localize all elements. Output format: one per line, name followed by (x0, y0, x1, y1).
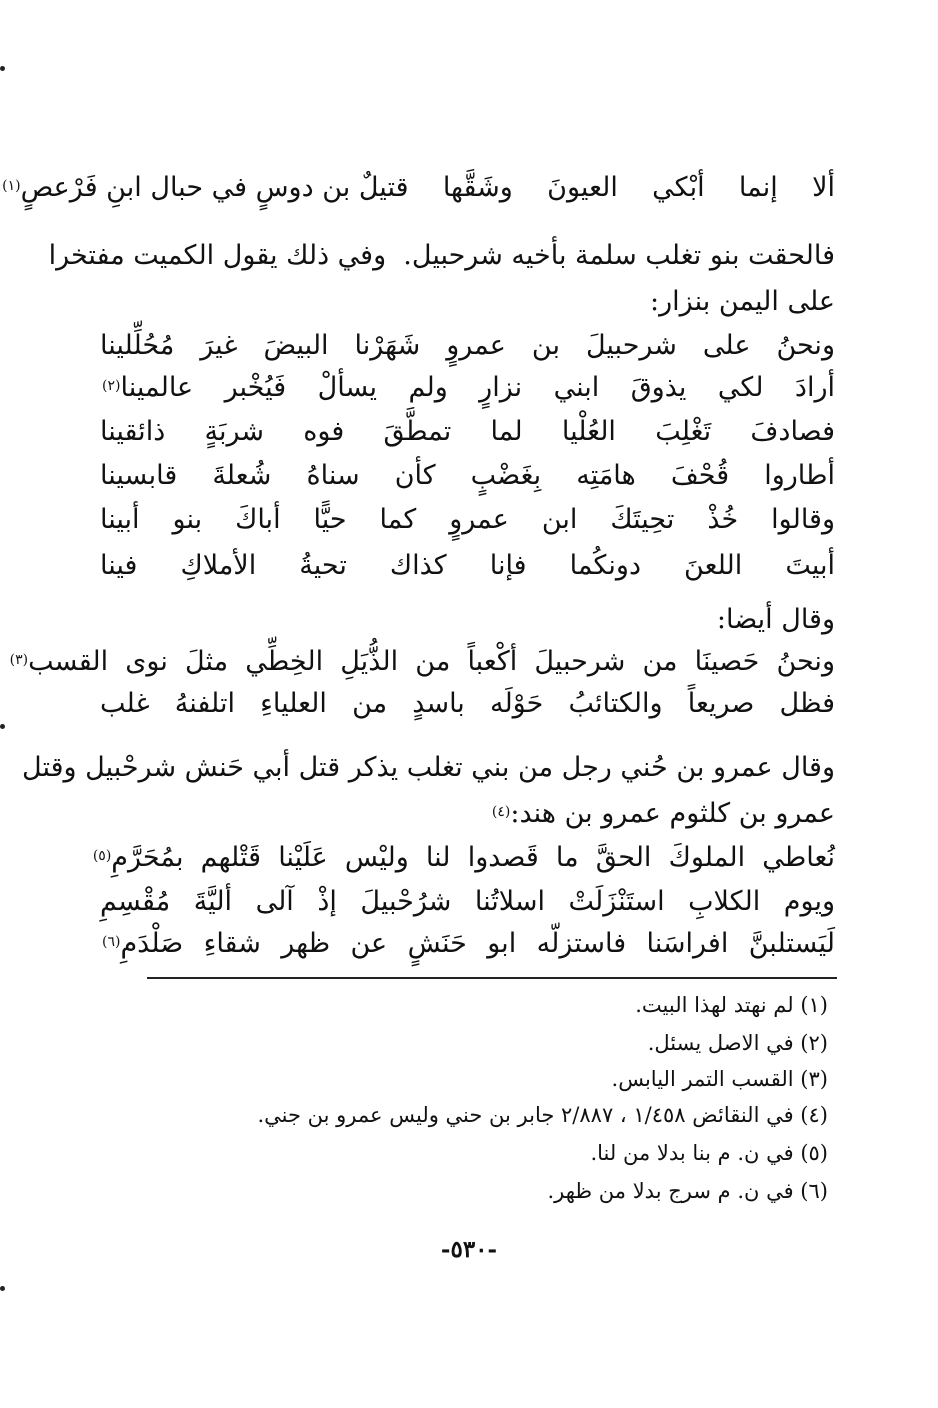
footnote-marker: (١) (2, 178, 21, 194)
footnote-marker: (٤) (491, 804, 511, 820)
verse-line-4: فصادفَ تَغْلِبَ العُلْيا لما تمطَّقَ فوه شربَةٍ ذائقينا (100, 416, 835, 447)
verse-line-11: ويوم الكلابِ استَنْزَلَتْ اسلاتُنا شرُحْبيلَ إذْ آلى أليَّةَ مُقْسِمِ (100, 886, 835, 917)
footnote-marker: (٣) (9, 652, 29, 668)
verse-line-6: وقالوا خُذْ تحِيتَكَ ابن عمروٍ كما حيًّا أباكَ بنو أبينا (100, 504, 835, 535)
footnote-marker: (٥) (92, 848, 112, 864)
scan-speck (0, 1286, 5, 1291)
scan-speck (0, 724, 5, 729)
footnote-3: (٣) القسب التمر اليابس. (611, 1067, 828, 1091)
verse-line-5: أطاروا قُحْفَ هامَتِه بِغَضْبٍ كأن سناهُ شُعلةَ قابسينا (100, 460, 835, 491)
footnote-2: (٢) في الاصل يسئل. (647, 1031, 828, 1055)
footnote-marker: (٢) (102, 378, 121, 394)
verse-line-9: فظل صريعاً والكتائبُ حَوْلَه باسدٍ من العلياءِ اتلفنهُ غلب (100, 688, 835, 719)
prose-line-2: على اليمن بنزار: (650, 286, 835, 317)
verse-line-7: أبيتَ اللعنَ دونكُما فإنا كذاك تحيةُ الأملاكِ فينا (100, 550, 835, 581)
verse-line-3: أرادَ لكي يذوقَ ابني نزارٍ ولم يسألْ فَيُخْبر عالمينا$^{(٢)}$ (102, 372, 835, 403)
prose-line-3: وقال أيضا: (716, 604, 835, 635)
verse-line-1: ألا إنما أبْكي العيونَ وشَقَّها قتيلٌ بن دوسٍ في حبال ابنِ فَرْعصٍ$^{(١)}$ (2, 172, 835, 203)
page-number: -٥٣٠- (440, 1236, 498, 1263)
footnote-5: (٥) في ن. م بنا بدلا من لنا. (590, 1141, 828, 1165)
footnote-marker: (٦) (102, 934, 121, 950)
verse-line-12: لَيَستلبنَّ افراسَنا فاستزلّه ابو حَنَشٍ عن ظهر شقاءِ صَلْدَمِ$^{(٦)}$ (102, 928, 835, 959)
footnote-divider (147, 977, 837, 979)
footnote-6: (٦) في ن. م سرج بدلا من ظهر. (547, 1179, 828, 1203)
verse-line-8: ونحنُ حَصينَا من شرحبيلَ أكْعباً من الذُّيَلِ الخِطِّي مثلَ نوى القسب$^{(٣)}$ (9, 646, 835, 677)
verse-line-2: ونحنُ على شرحبيلَ بن عمروٍ شَهَرْنا البيضَ غيرَ مُحُلِّلينا (100, 330, 835, 361)
prose-line-4: وقال عمرو بن حُني رجل من بني تغلب يذكر قتل أبي حَنش شرحْبيل وقتل (22, 752, 835, 783)
scan-speck (0, 66, 5, 71)
verse-line-10: نُعاطي الملوكَ الحقَّ ما قَصدوا لنا وليْس عَلَيْنا قَتْلهم بمُحَرَّمِ$^{(٥)}$ (92, 842, 835, 873)
footnote-4: (٤) في النقائض ١/٤٥٨ ، ٢/٨٨٧ جابر بن حني وليس عمرو بن جني. (257, 1103, 828, 1127)
footnote-1: (١) لم نهتد لهذا البيت. (635, 993, 828, 1017)
prose-line-5: عمرو بن كلثوم عمرو بن هند:$^{(٤)}$ (491, 798, 835, 829)
prose-line-1: فالحقت بنو تغلب سلمة بأخيه شرحبيل. وفي ذلك يقول الكميت مفتخرا (48, 240, 835, 271)
